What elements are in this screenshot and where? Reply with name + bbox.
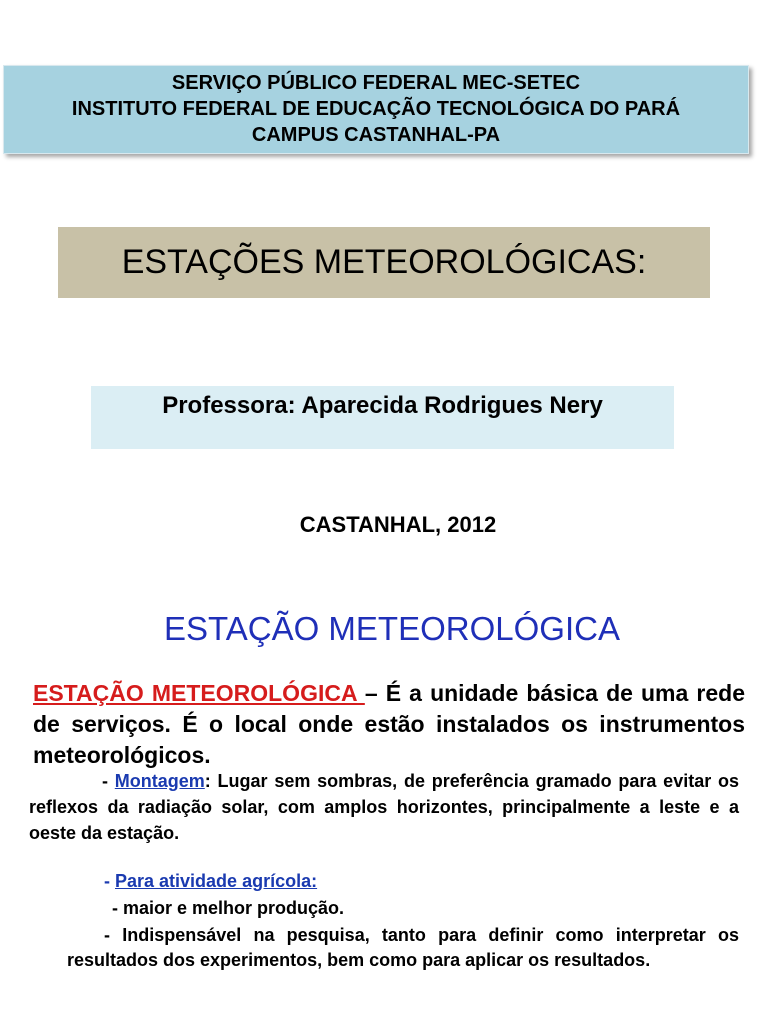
page-title-text: ESTAÇÕES METEOROLÓGICAS: [121, 243, 647, 281]
definition-term: ESTAÇÃO METEOROLÓGICA [33, 680, 365, 706]
header-line-service: SERVIÇO PÚBLICO FEDERAL MEC-SETEC [171, 72, 581, 94]
agricultural-heading [104, 871, 317, 892]
definition-paragraph [33, 678, 745, 771]
agricultural-item-production: - maior e melhor produção. [112, 898, 345, 918]
agricultural-item-research [67, 923, 739, 973]
montagem-dash: - [102, 771, 115, 791]
agricultural-item-research-text: - Indispensável na pesquisa, tanto para definir como interpretar os resultados dos experimentos, bem como para aplicar os resultados. [67, 925, 739, 970]
professor-name: Professora: Aparecida Rodrigues Nery [162, 392, 603, 419]
section-title: ESTAÇÃO METEOROLÓGICA [164, 610, 620, 647]
montagem-paragraph [29, 768, 739, 846]
agricultural-dash: - [104, 871, 115, 891]
page-title [58, 227, 710, 298]
montagem-term: Montagem [114, 771, 205, 791]
professor-box [91, 386, 674, 449]
place-date: CASTANHAL, 2012 [299, 512, 497, 537]
montagem-colon: : [204, 771, 211, 791]
institution-header [3, 65, 749, 154]
definition-text: – É a unidade básica de uma rede de serviços. É o local onde estão instalados os instrumentos meteorológicos. [33, 680, 745, 768]
agricultural-heading-text: Para atividade agrícola: [115, 871, 318, 891]
header-line-campus: CAMPUS CASTANHAL-PA [251, 124, 501, 146]
header-line-institute: INSTITUTO FEDERAL DE EDUCAÇÃO TECNOLÓGICA DO PARÁ [71, 98, 681, 120]
montagem-text: Lugar sem sombras, de preferência gramado para evitar os reflexos da radiação solar, com amplos horizontes, principalmente a leste e a oeste da estação. [29, 771, 739, 843]
